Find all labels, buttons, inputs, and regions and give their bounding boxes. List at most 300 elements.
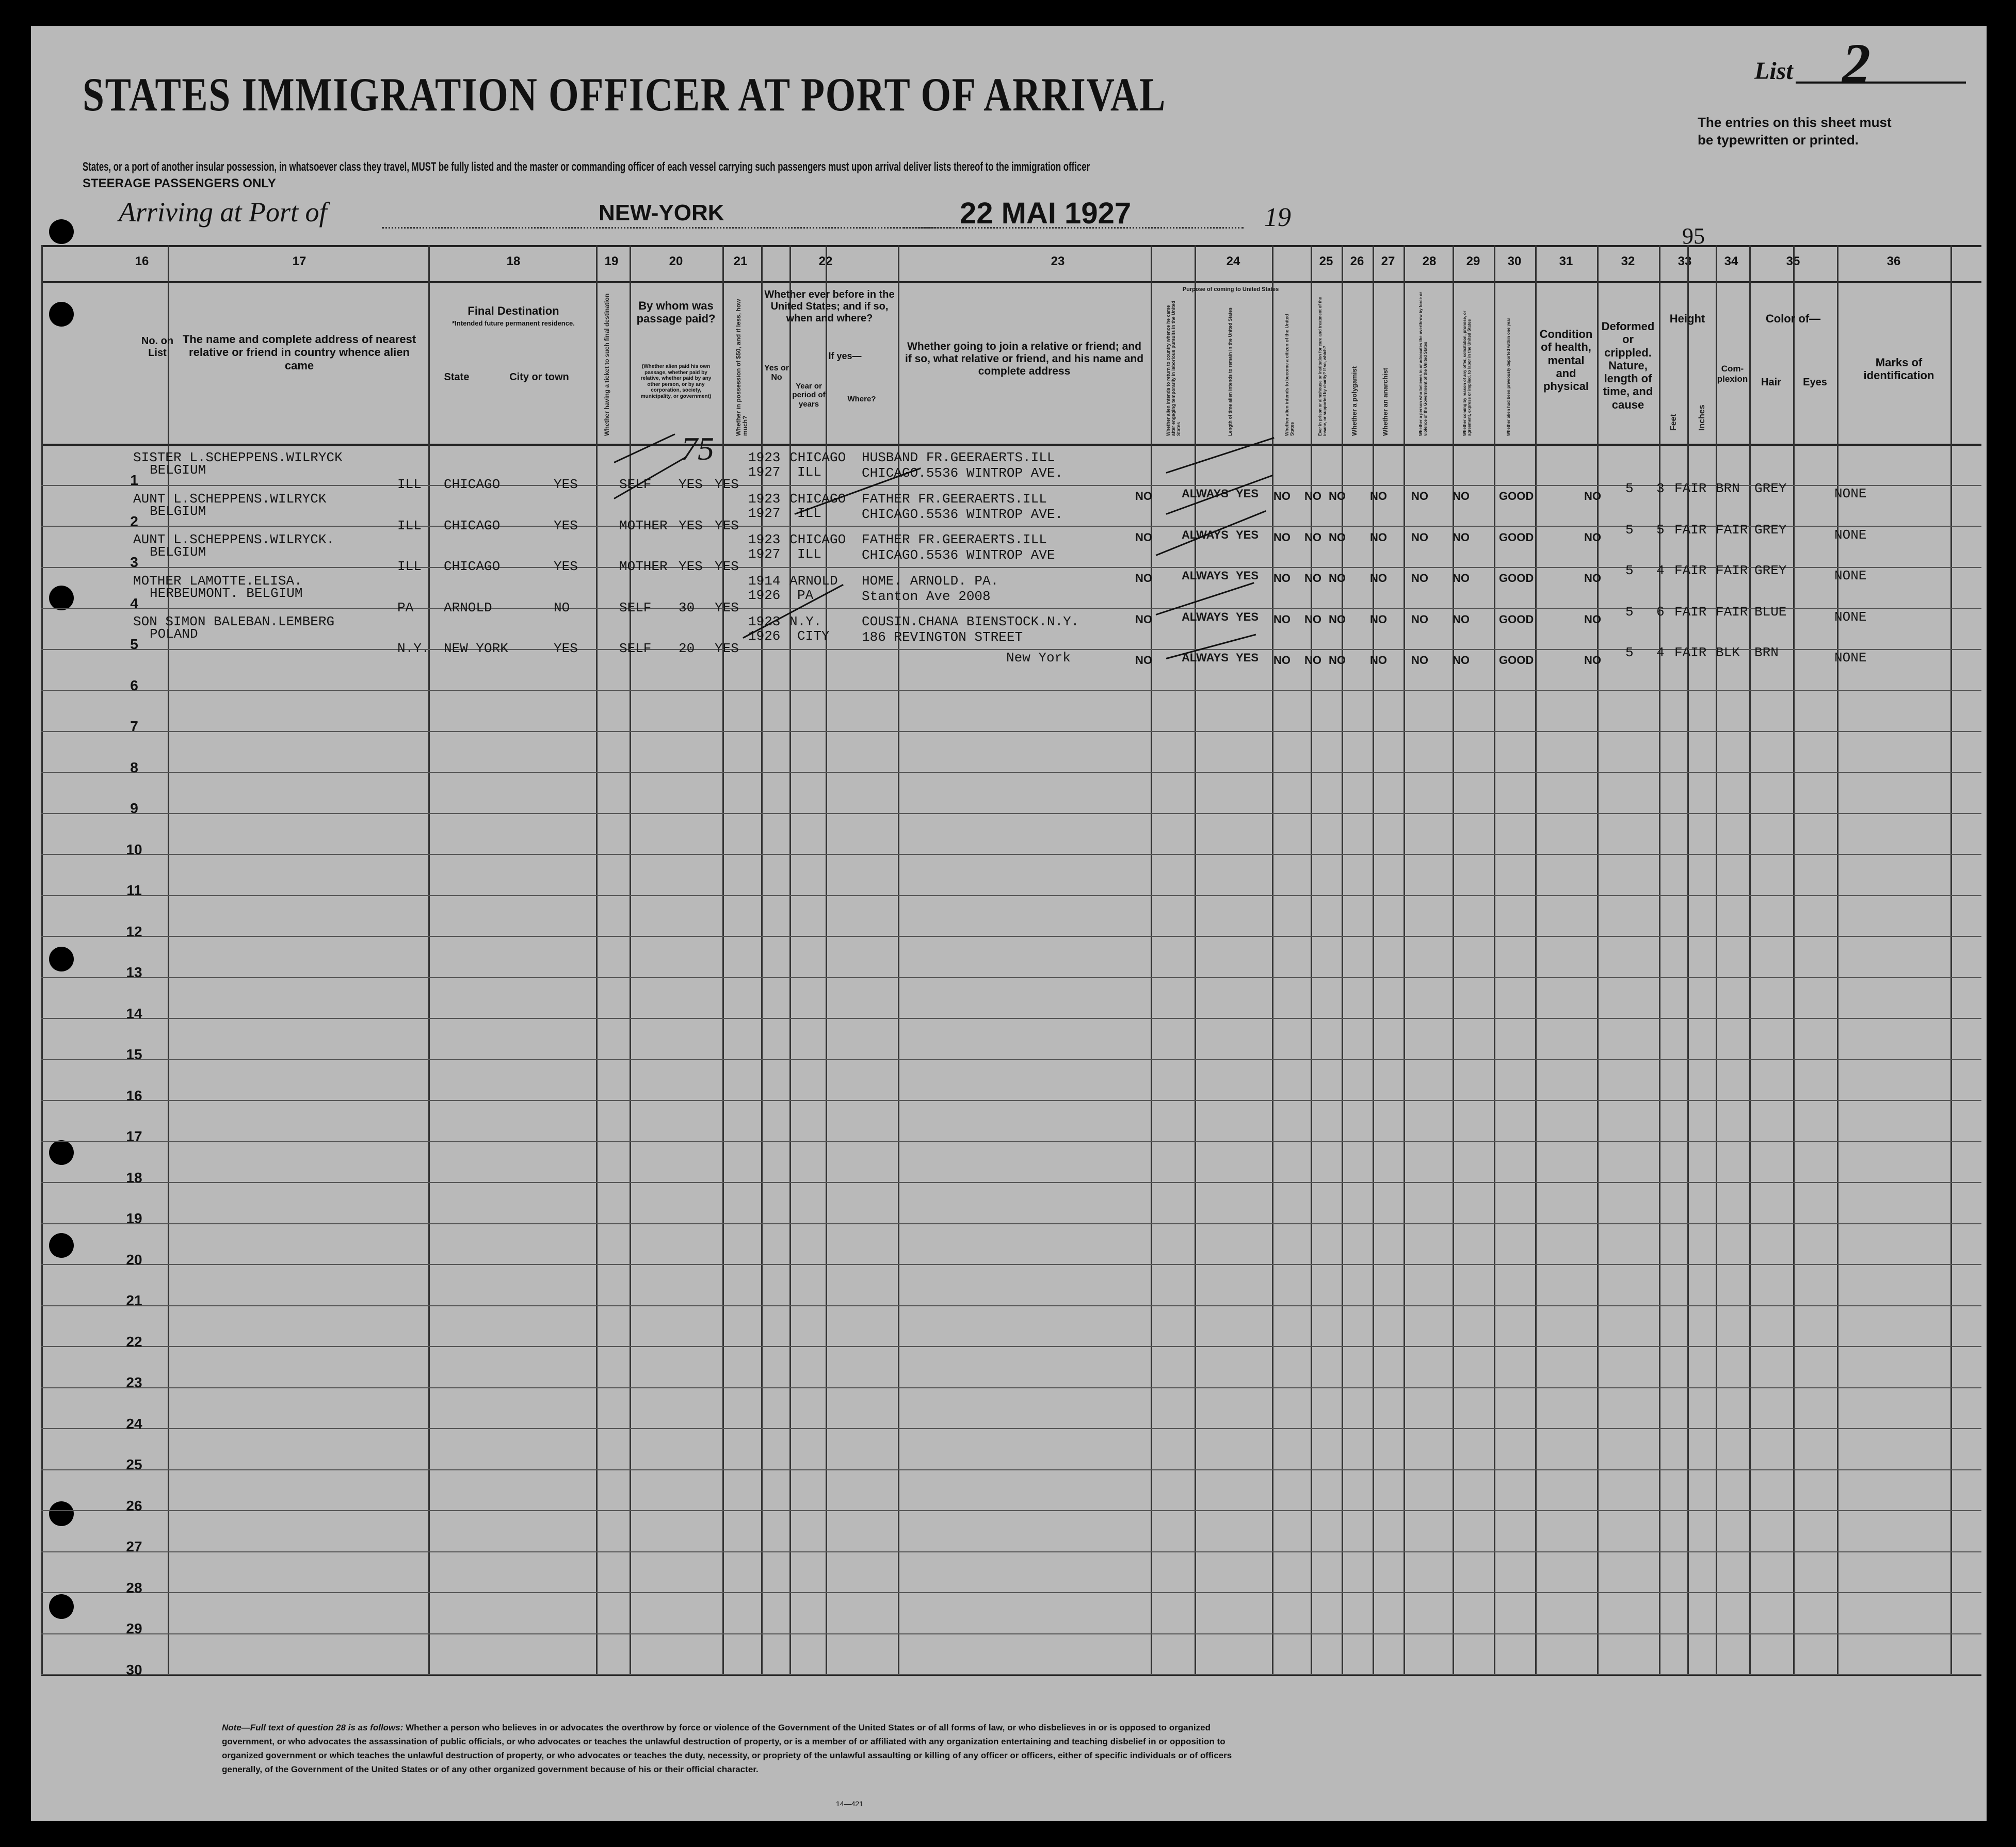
- cell-join-1: HOME. ARNOLD. PA.: [862, 573, 999, 589]
- row-number: 27: [126, 1538, 142, 1554]
- cell-before: YES: [715, 641, 739, 656]
- cell-complexion: FAIR: [1674, 645, 1707, 660]
- grid-rule: [1535, 245, 1537, 1674]
- col-header-color-of: Color of—: [1765, 312, 1821, 325]
- grid-rule: [41, 245, 1981, 247]
- row-rule: [41, 1387, 1981, 1388]
- cell-c28: NO: [1370, 612, 1387, 626]
- cell-relative-1: SON SIMON BALEBAN.LEMBERG: [133, 614, 335, 629]
- port-label: Arriving at Port of: [119, 197, 327, 228]
- row-rule: [41, 936, 1981, 937]
- cell-health: GOOD: [1499, 490, 1534, 503]
- cell-state: ILL: [397, 517, 422, 533]
- page-title: STATES IMMIGRATION OFFICER AT PORT OF ARRIVAL: [83, 68, 1166, 121]
- cell-c26: NO: [1304, 612, 1321, 626]
- cell-c24b: ALWAYS: [1182, 569, 1229, 582]
- cell-deformed: NO: [1584, 490, 1601, 503]
- row-number: 13: [126, 964, 142, 980]
- cell-city: CHICAGO: [444, 559, 501, 574]
- cell-join-3: New York: [1006, 650, 1071, 666]
- cell-money: YES: [679, 559, 703, 574]
- row-number: 18: [126, 1169, 142, 1186]
- cell-join-1: FATHER FR.GEERAERTS.ILL: [862, 532, 1047, 547]
- cell-where-2: PA: [797, 587, 814, 603]
- cell-relative-2: BELGIUM: [150, 503, 206, 519]
- cell-c24a: NO: [1135, 654, 1152, 667]
- grid-rule: [41, 281, 1981, 283]
- cell-join-2: Stanton Ave 2008: [862, 588, 991, 604]
- grid-rule: [41, 245, 43, 1674]
- row-rule: [41, 731, 1981, 732]
- row-number: 12: [126, 923, 142, 939]
- cell-c24b: ALWAYS: [1182, 487, 1229, 500]
- cell-relative-2: HERBEUMONT. BELGIUM: [150, 585, 303, 601]
- cell-city: ARNOLD: [444, 600, 492, 615]
- grid-rule: [1453, 245, 1454, 1674]
- footnote-label: Note—Full text of question 28 is as follows:: [222, 1723, 404, 1732]
- col-header-purpose-b: Length of time alien intends to remain in the United States: [1228, 307, 1233, 436]
- row-rule: [41, 1018, 1981, 1019]
- cell-c28: NO: [1370, 530, 1387, 544]
- col-number-27: 27: [1381, 254, 1395, 268]
- cell-years-2: 1927: [748, 464, 781, 480]
- list-label: List: [1754, 57, 1793, 85]
- col-header-polygamist: Whether a polygamist: [1350, 366, 1358, 436]
- cell-paid: SELF: [619, 477, 652, 492]
- row-number: 16: [126, 1087, 142, 1104]
- dotted-line: [382, 227, 955, 229]
- port-row: [83, 196, 1940, 249]
- cell-c24c: YES: [1236, 528, 1259, 541]
- grid-rule: [1404, 245, 1405, 1674]
- cell-c28: NO: [1370, 572, 1387, 585]
- cell-where-2: CITY: [797, 628, 830, 644]
- col-header-health: Condition of health, mental and physical: [1539, 328, 1593, 393]
- cell-before: YES: [715, 600, 739, 615]
- grid-rule: [722, 245, 724, 1674]
- cell-c29: NO: [1411, 530, 1428, 544]
- cell-where-1: CHICAGO: [789, 491, 846, 507]
- row-number: 25: [126, 1456, 142, 1472]
- cell-join-2: CHICAGO.5536 WINTROP AVE: [862, 547, 1055, 563]
- row-number: 21: [126, 1292, 142, 1308]
- cell-relative-1: MOTHER LAMOTTE.ELISA.: [133, 573, 302, 589]
- cell-years-1: 1914: [748, 573, 781, 589]
- grid-rule: [1494, 245, 1495, 1674]
- col-number-31: 31: [1559, 254, 1573, 268]
- cell-c29: NO: [1411, 572, 1428, 585]
- year-prefix: 19: [1264, 203, 1291, 232]
- cell-hair: FAIR: [1716, 604, 1748, 620]
- col-header-where: Where?: [847, 395, 876, 403]
- cell-paid: MOTHER: [619, 517, 668, 533]
- cell-years-2: 1926: [748, 628, 781, 644]
- col-header-passage: By whom was passage paid?: [636, 299, 716, 326]
- row-number: 15: [126, 1046, 142, 1062]
- col-number-20: 20: [669, 254, 683, 268]
- cell-where-2: ILL: [797, 505, 821, 521]
- row-number: 28: [126, 1579, 142, 1596]
- cell-c26: NO: [1304, 654, 1321, 667]
- cell-c28: NO: [1370, 490, 1387, 503]
- cell-state: ILL: [397, 559, 422, 574]
- cell-eyes: BRN: [1754, 645, 1779, 660]
- cell-eyes: GREY: [1754, 522, 1787, 538]
- cell-inches: 3: [1656, 481, 1665, 496]
- date-stamp: 22 MAI 1927: [960, 197, 1132, 230]
- handwritten-check: [1166, 437, 1275, 474]
- cell-city: CHICAGO: [444, 477, 501, 492]
- cell-years-1: 1923: [748, 532, 781, 547]
- cell-c24a: NO: [1135, 490, 1152, 503]
- col-number-18: 18: [506, 254, 521, 268]
- col-number-28: 28: [1422, 254, 1437, 268]
- row-number: 3: [130, 554, 138, 570]
- cell-complexion: FAIR: [1674, 604, 1707, 620]
- col-number-23: 23: [1051, 254, 1065, 268]
- cell-join-1: COUSIN.CHANA BIENSTOCK.N.Y.: [862, 614, 1079, 629]
- cell-c24b: ALWAYS: [1182, 528, 1229, 541]
- cell-marks: NONE: [1834, 527, 1867, 543]
- cell-ticket: YES: [554, 517, 578, 533]
- cell-c24c: YES: [1236, 651, 1259, 664]
- cell-join-2: CHICAGO.5536 WINTROP AVE.: [862, 465, 1063, 481]
- row-rule: [41, 1182, 1981, 1183]
- cell-years-2: 1926: [748, 587, 781, 603]
- row-number: 20: [126, 1251, 142, 1268]
- row-number: 11: [126, 882, 142, 898]
- cell-c26: NO: [1304, 490, 1321, 503]
- cell-relative-2: BELGIUM: [150, 462, 206, 478]
- grid-rule: [1749, 245, 1751, 1674]
- cell-c27: NO: [1329, 612, 1346, 626]
- col-header-overthrow: Whether a person who believes in or advocates the overthrow by force or violence of the Government of the United States: [1418, 291, 1428, 436]
- cell-inches: 5: [1656, 522, 1665, 538]
- row-rule: [41, 1346, 1981, 1347]
- cell-deformed: NO: [1584, 572, 1601, 585]
- cell-before: YES: [715, 517, 739, 533]
- grid-rule: [1597, 245, 1599, 1674]
- cell-feet: 5: [1625, 563, 1634, 578]
- grid-rule: [1311, 245, 1312, 1674]
- cell-state: N.Y.: [397, 641, 430, 656]
- col-number-32: 32: [1621, 254, 1635, 268]
- cell-c27: NO: [1329, 530, 1346, 544]
- col-number-17: 17: [292, 254, 307, 268]
- row-rule: [41, 1223, 1981, 1224]
- cell-complexion: FAIR: [1674, 481, 1707, 496]
- cell-c27: NO: [1329, 490, 1346, 503]
- cell-feet: 5: [1625, 604, 1634, 620]
- col-header-height: Height: [1669, 312, 1705, 325]
- row-number: 8: [130, 759, 138, 775]
- cell-paid: MOTHER: [619, 559, 668, 574]
- port-value: NEW-YORK: [599, 200, 724, 225]
- cell-health: GOOD: [1499, 572, 1534, 585]
- col-number-36: 36: [1886, 254, 1901, 268]
- row-rule: [41, 1305, 1981, 1306]
- col-number-24: 24: [1226, 254, 1240, 268]
- cell-c24b: ALWAYS: [1182, 610, 1229, 623]
- row-rule: [41, 1059, 1981, 1060]
- cell-c29: NO: [1411, 490, 1428, 503]
- cell-c30: NO: [1453, 530, 1470, 544]
- cell-eyes: GREY: [1754, 481, 1787, 496]
- col-header-prison: Ever in prison or almshouse or institution for care and treatment of the insane, or supported by charity? If so, which?: [1318, 297, 1327, 436]
- handwritten-check: [614, 433, 675, 463]
- cell-money: 20: [679, 641, 695, 656]
- col-number-29: 29: [1466, 254, 1480, 268]
- grid-rule: [1716, 245, 1717, 1674]
- cell-hair: BLK: [1716, 645, 1740, 660]
- cell-money: YES: [679, 477, 703, 492]
- cell-hair: FAIR: [1716, 563, 1748, 578]
- row-number: 22: [126, 1333, 142, 1350]
- grid-rule: [1151, 245, 1152, 1674]
- row-number: 30: [126, 1661, 142, 1678]
- cell-feet: 5: [1625, 522, 1634, 538]
- col-number-33: 33: [1678, 254, 1692, 268]
- cell-paid: SELF: [619, 641, 652, 656]
- cell-join-2: CHICAGO.5536 WINTROP AVE.: [862, 506, 1063, 522]
- cell-health: GOOD: [1499, 612, 1534, 626]
- cell-where-1: ARNOLD: [789, 573, 838, 589]
- col-header-passage-note: (Whether alien paid his own passage, whether paid by relative, whether paid by any other person, or by any corporation, society, municipality, or government): [640, 364, 712, 399]
- row-rule: [41, 813, 1981, 814]
- row-number: 6: [130, 677, 138, 693]
- cell-money: YES: [679, 517, 703, 533]
- grid-rule: [1793, 245, 1795, 1674]
- col-number-30: 30: [1507, 254, 1522, 268]
- cell-complexion: FAIR: [1674, 522, 1707, 538]
- cell-city: NEW YORK: [444, 641, 508, 656]
- row-rule: [41, 690, 1981, 691]
- grid-rule: [1373, 245, 1374, 1674]
- cell-c29: NO: [1411, 612, 1428, 626]
- col-header-eyes: Eyes: [1803, 377, 1827, 388]
- cell-hair: BRN: [1716, 481, 1740, 496]
- col-header-deported: Whether alien had been previously deported within one year: [1506, 318, 1511, 436]
- row-rule: [41, 1510, 1981, 1511]
- cell-years-1: 1923: [748, 491, 781, 507]
- cell-inches: 4: [1656, 645, 1665, 660]
- list-number: 2: [1842, 32, 1870, 95]
- cell-state: ILL: [397, 477, 422, 492]
- col-header-anarchist: Whether an anarchist: [1381, 367, 1389, 436]
- cell-c30: NO: [1453, 654, 1470, 667]
- cell-marks: NONE: [1834, 650, 1867, 666]
- grid-rule: [630, 245, 631, 1674]
- cell-city: CHICAGO: [444, 517, 501, 533]
- cell-c24c: YES: [1236, 569, 1259, 582]
- col-header-ticket: Whether having a ticket to such final destination: [603, 293, 610, 436]
- col-header-no-on-list: No. on List: [141, 335, 174, 359]
- cell-before: YES: [715, 477, 739, 492]
- cell-c24a: NO: [1135, 612, 1152, 626]
- grid-rule: [1195, 245, 1196, 1674]
- grid-rule: [1659, 245, 1660, 1674]
- col-header-before: Whether ever before in the United States; and if so, when and where?: [764, 289, 895, 324]
- cell-join-2: 186 REVINGTON STREET: [862, 629, 1023, 645]
- col-header-inches: Inches: [1698, 404, 1706, 431]
- cell-years-2: 1927: [748, 505, 781, 521]
- row-rule: [41, 1592, 1981, 1593]
- cell-health: GOOD: [1499, 654, 1534, 667]
- row-rule: [41, 1141, 1981, 1142]
- cell-c24a: NO: [1135, 530, 1152, 544]
- col-header-final-dest-note: *Intended future permanent residence.: [452, 319, 575, 327]
- col-number-22: 22: [818, 254, 833, 268]
- cell-feet: 5: [1625, 481, 1634, 496]
- cell-relative-1: AUNT L.SCHEPPENS.WILRYCK.: [133, 532, 335, 547]
- cell-where-2: ILL: [797, 546, 821, 562]
- col-number-25: 25: [1319, 254, 1333, 268]
- row-rule: [41, 1469, 1981, 1470]
- cell-relative-1: SISTER L.SCHEPPENS.WILRYCK: [133, 450, 343, 465]
- handwritten-mark: 75: [681, 430, 714, 467]
- cell-c25: NO: [1273, 572, 1291, 585]
- cell-c26: NO: [1304, 572, 1321, 585]
- cell-c29: NO: [1411, 654, 1428, 667]
- grid-rule: [428, 245, 430, 1674]
- row-rule: [41, 1551, 1981, 1552]
- cell-c24a: NO: [1135, 572, 1152, 585]
- manifest-grid: [41, 245, 1981, 1678]
- row-number: 14: [126, 1005, 142, 1022]
- list-underline: [1796, 82, 1966, 84]
- row-number: 10: [126, 841, 142, 857]
- cell-ticket: YES: [554, 559, 578, 574]
- row-rule: [41, 854, 1981, 855]
- cell-years-1: 1923: [748, 614, 781, 629]
- cell-c27: NO: [1329, 654, 1346, 667]
- cell-eyes: BLUE: [1754, 604, 1787, 620]
- footnote: [222, 1721, 1233, 1776]
- row-number: 23: [126, 1374, 142, 1390]
- row-rule: [41, 895, 1981, 896]
- cell-where-1: CHICAGO: [789, 450, 846, 465]
- row-number: 17: [126, 1128, 142, 1144]
- cell-eyes: GREY: [1754, 563, 1787, 578]
- col-header-deformed: Deformed or crippled. Nature, length of time, and cause: [1601, 320, 1655, 411]
- col-header-year-period: Year or period of years: [792, 382, 826, 409]
- row-rule: [41, 1674, 1981, 1675]
- col-header-state: State: [444, 371, 470, 383]
- cell-c24c: YES: [1236, 487, 1259, 500]
- col-header-hair: Hair: [1761, 377, 1781, 388]
- punch-hole: [49, 219, 74, 244]
- col-header-if-yes: If yes—: [828, 351, 862, 361]
- cell-years-1: 1923: [748, 450, 781, 465]
- cell-where-2: ILL: [797, 464, 821, 480]
- row-number: 1: [130, 472, 138, 488]
- cell-c27: NO: [1329, 572, 1346, 585]
- cell-c30: NO: [1453, 612, 1470, 626]
- cell-c26: NO: [1304, 530, 1321, 544]
- footnote-text: Whether a person who believes in or advocates the overthrow by force or violence of the Government of the United States or of all forms of law, or who disbelieves in or is opposed to organized government, or who advocates the assassination of public officials, or who advocates or teaches the unlawful destruction of property, or is a member of or affiliated with any organization entertaining and teaching disbelief in or opposition to organized government or which teaches the unlawful destruction of property, or who advocates or teaches the duty, necessity, or propriety of the unlawful assaulting or killing of any officer or officers, either of specific individuals or of officers generally, of the Government of the United States or of any other organized government because of his or their official character.: [222, 1723, 1232, 1774]
- cell-c30: NO: [1453, 572, 1470, 585]
- cell-complexion: FAIR: [1674, 563, 1707, 578]
- form-number: 14—421: [836, 1800, 863, 1808]
- row-number: 7: [130, 718, 138, 734]
- row-rule: [41, 1428, 1981, 1429]
- cell-years-2: 1927: [748, 546, 781, 562]
- cell-deformed: NO: [1584, 530, 1601, 544]
- col-header-promise: Whether coming by reason of any offer, solicitation, promise, or agreement, express or implied, to labor in the United States: [1462, 311, 1472, 436]
- cell-feet: 5: [1625, 645, 1634, 660]
- cell-deformed: NO: [1584, 612, 1601, 626]
- grid-rule: [596, 245, 598, 1674]
- row-number: 5: [130, 636, 138, 652]
- col-header-relative: The name and complete address of nearest relative or friend in country whence alien came: [182, 333, 416, 372]
- col-header-purpose: Purpose of coming to United States: [1182, 286, 1279, 293]
- grid-rule: [1837, 245, 1838, 1674]
- cell-before: YES: [715, 559, 739, 574]
- grid-rule: [1687, 245, 1689, 1674]
- row-rule: [41, 772, 1981, 773]
- cell-c28: NO: [1370, 654, 1387, 667]
- cell-marks: NONE: [1834, 568, 1867, 584]
- cell-marks: NONE: [1834, 609, 1867, 625]
- cell-where-1: N.Y.: [789, 614, 822, 629]
- row-rule: [41, 1633, 1981, 1634]
- col-number-19: 19: [604, 254, 619, 268]
- cell-ticket: NO: [554, 600, 570, 615]
- grid-rule: [1272, 245, 1273, 1674]
- col-header-complexion: Com-plexion: [1717, 364, 1748, 384]
- row-rule: [41, 1100, 1981, 1101]
- cell-money: 30: [679, 600, 695, 615]
- col-number-35: 35: [1786, 254, 1800, 268]
- col-number-34: 34: [1724, 254, 1738, 268]
- cell-health: GOOD: [1499, 530, 1534, 544]
- cell-relative-1: AUNT L.SCHEPPENS.WILRYCK: [133, 491, 327, 507]
- col-header-money: Whether in possession of $50, and if less, how much?: [735, 299, 749, 436]
- row-rule: [41, 1264, 1981, 1265]
- cell-inches: 4: [1656, 563, 1665, 578]
- sheet-mark: 95: [1682, 223, 1705, 249]
- row-number: 9: [130, 800, 138, 816]
- cell-ticket: YES: [554, 477, 578, 492]
- cell-join-1: FATHER FR.GEERAERTS.ILL: [862, 491, 1047, 507]
- cell-c25: NO: [1273, 654, 1291, 667]
- col-header-city: City or town: [509, 371, 569, 383]
- col-header-final-destination: Final Destination: [467, 304, 559, 317]
- cell-ticket: YES: [554, 641, 578, 656]
- cell-c25: NO: [1273, 490, 1291, 503]
- grid-rule: [1950, 245, 1952, 1674]
- col-number-26: 26: [1350, 254, 1364, 268]
- cell-paid: SELF: [619, 600, 652, 615]
- row-number: 24: [126, 1415, 142, 1432]
- col-number-16: 16: [135, 254, 149, 268]
- col-header-yes-no: Yes or No: [764, 364, 789, 382]
- cell-c24b: ALWAYS: [1182, 651, 1229, 664]
- col-number-21: 21: [733, 254, 748, 268]
- col-header-feet: Feet: [1669, 414, 1678, 431]
- cell-relative-2: BELGIUM: [150, 544, 206, 560]
- row-number: 2: [130, 513, 138, 529]
- cell-deformed: NO: [1584, 654, 1601, 667]
- grid-rule: [41, 444, 1981, 446]
- cell-marks: NONE: [1834, 486, 1867, 501]
- cell-c25: NO: [1273, 612, 1291, 626]
- cell-c24c: YES: [1236, 610, 1259, 623]
- row-number: 19: [126, 1210, 142, 1226]
- entries-note: The entries on this sheet must be typewritten or printed.: [1698, 115, 1892, 148]
- row-number: 29: [126, 1621, 142, 1637]
- cell-where-1: CHICAGO: [789, 532, 846, 547]
